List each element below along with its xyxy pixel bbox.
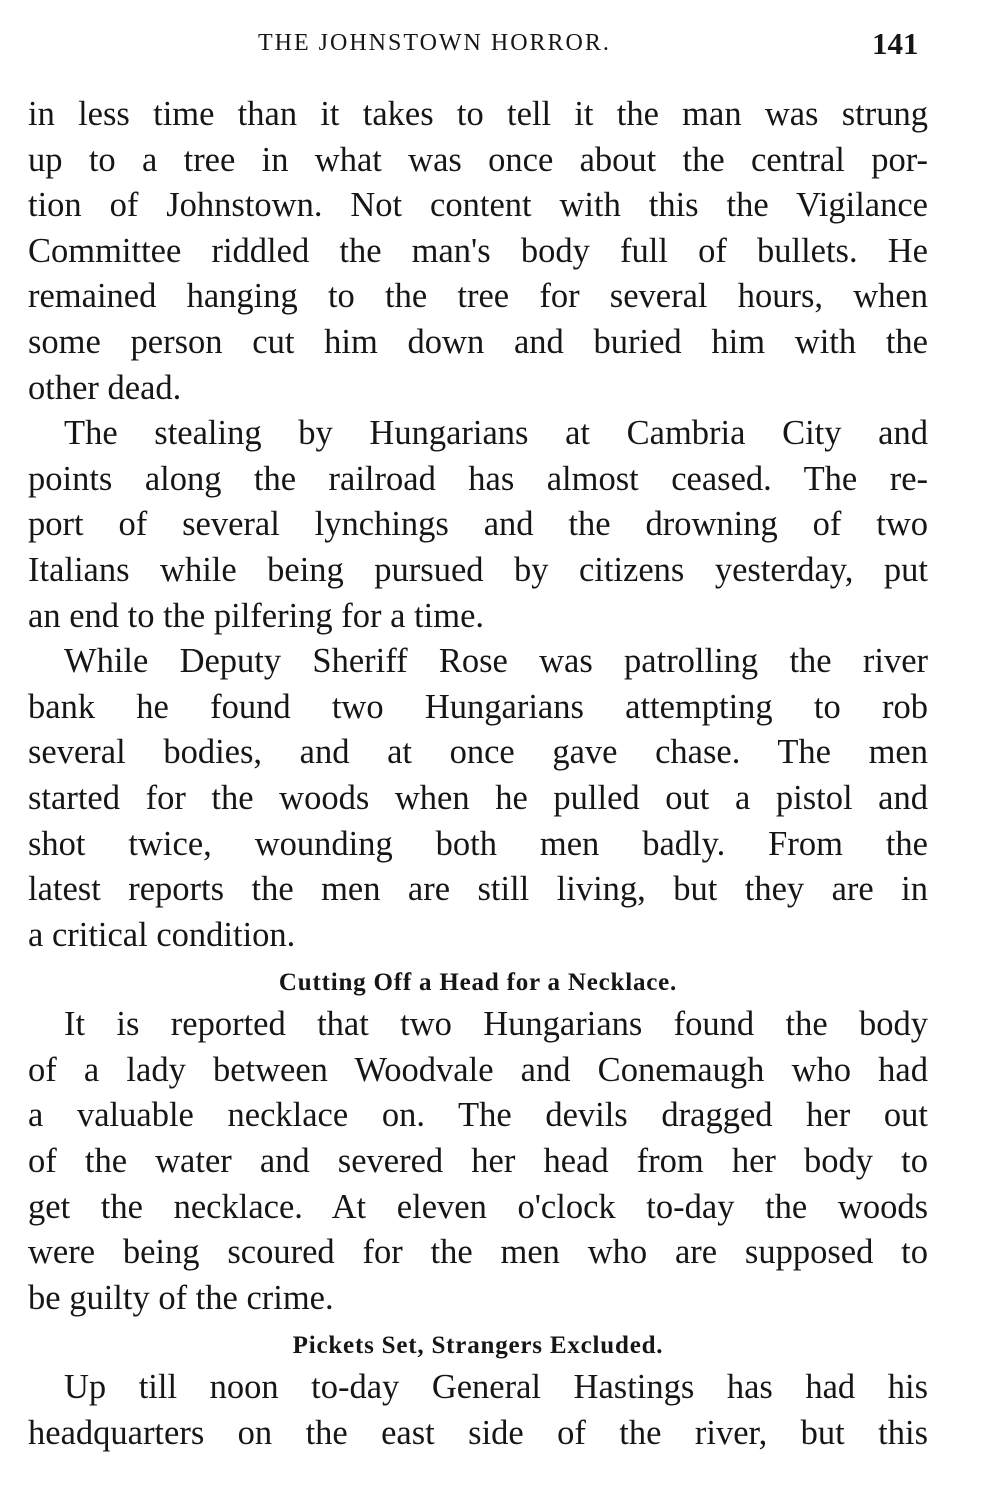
text-line: an end to the pilfering for a time.	[28, 596, 485, 635]
text-line: tion of Johnstown. Not content with this the Vigilance	[28, 186, 928, 225]
text-line: a valuable necklace on. The devils dragged her out	[28, 1096, 928, 1135]
paragraph-stealing	[28, 411, 928, 639]
text-line: several bodies, and at once gave chase. The men	[28, 733, 928, 772]
paragraph-continued	[28, 92, 928, 411]
text-line: Italians while being pursued by citizens yesterday, put	[28, 550, 928, 589]
page-number: 141	[872, 26, 919, 61]
text-line: some person cut him down and buried him with the	[28, 322, 928, 361]
text-line: of a lady between Woodvale and Conemaugh who had	[28, 1050, 928, 1089]
text-line: It is reported that two Hungarians found the body	[64, 1005, 928, 1044]
text-line: up to a tree in what was once about the central por-	[28, 140, 928, 179]
paragraph-deputy-sheriff	[28, 639, 928, 958]
section-heading: Pickets Set, Strangers Excluded.	[292, 1332, 664, 1360]
running-head	[0, 26, 1000, 66]
text-line: port of several lynchings and the drowning of two	[28, 505, 928, 544]
text-line: bank he found two Hungarians attempting to rob	[28, 687, 928, 726]
text-line: started for the woods when he pulled out a pistol and	[28, 778, 928, 817]
text-line: latest reports the men are still living, but they are in	[28, 870, 928, 909]
text-line: be guilty of the crime.	[28, 1278, 334, 1317]
section-heading: Cutting Off a Head for a Necklace.	[278, 969, 678, 997]
paragraph-necklace	[28, 1002, 928, 1321]
text-line: The stealing by Hungarians at Cambria City and	[64, 414, 928, 453]
running-title: THE JOHNSTOWN HORROR.	[258, 30, 611, 56]
text-line: shot twice, wounding both men badly. From the	[28, 824, 928, 863]
text-line: a critical condition.	[28, 915, 296, 954]
body-text	[28, 92, 928, 1457]
text-line: of the water and severed her head from her body to	[28, 1142, 928, 1181]
text-line: in less time than it takes to tell it the man was strung	[28, 95, 928, 133]
text-line: get the necklace. At eleven o'clock to-day the woods	[28, 1187, 928, 1226]
text-line: Up till noon to-day General Hastings has had his	[64, 1368, 928, 1407]
text-line: While Deputy Sheriff Rose was patrolling the river	[64, 642, 928, 681]
text-line: Committee riddled the man's body full of bullets. He	[28, 231, 928, 270]
text-line: remained hanging to the tree for several hours, when	[28, 277, 928, 316]
paragraph-pickets	[28, 1365, 928, 1456]
text-line: points along the railroad has almost ceased. The re-	[28, 459, 928, 498]
text-line: headquarters on the east side of the river, but this	[28, 1414, 928, 1453]
text-line: other dead.	[28, 368, 182, 407]
text-line: were being scoured for the men who are supposed to	[28, 1233, 928, 1272]
